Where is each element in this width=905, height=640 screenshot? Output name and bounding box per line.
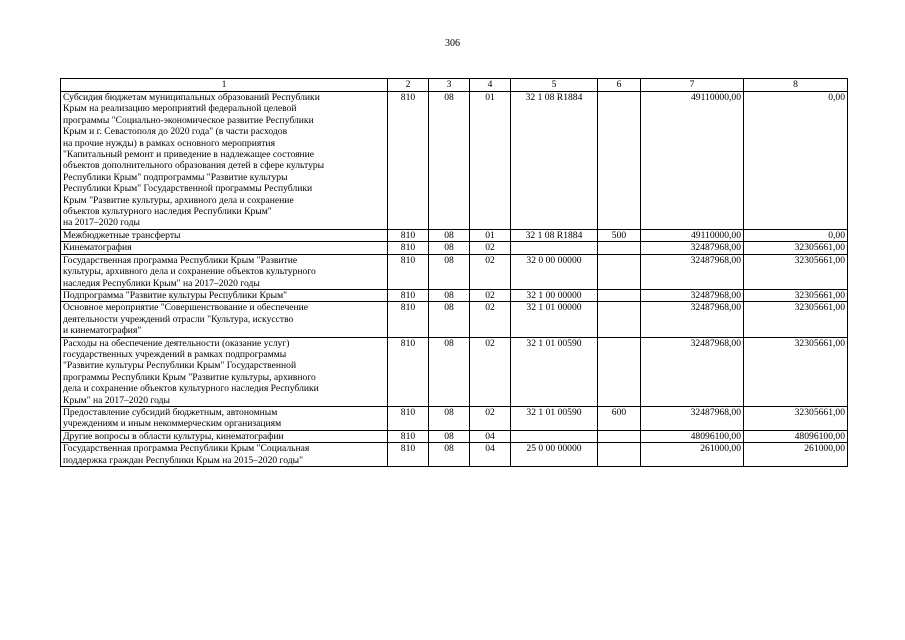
row-code-cell: 32 1 00 00000 — [511, 289, 598, 301]
row-code-cell — [598, 92, 641, 230]
header-row — [61, 79, 848, 92]
row-code-cell: 01 — [470, 92, 511, 230]
row-code-cell: 32 1 08 R1884 — [511, 92, 598, 230]
row-name-cell — [61, 92, 388, 230]
row-code-cell: 02 — [470, 242, 511, 254]
row-code-cell: 02 — [470, 302, 511, 337]
row-amount-cell: 32487968,00 — [641, 406, 744, 430]
row-code-cell — [598, 337, 641, 406]
row-amount-cell: 32305661,00 — [744, 302, 848, 337]
row-code-cell: 02 — [470, 337, 511, 406]
row-code-cell: 32 1 01 00000 — [511, 302, 598, 337]
row-code-cell: 08 — [429, 337, 470, 406]
row-name-cell — [61, 430, 388, 442]
row-name-text: Межбюджетные трансферты — [63, 229, 181, 241]
row-name-cell — [61, 289, 388, 301]
row-code-cell: 810 — [388, 92, 429, 230]
row-code-cell: 01 — [470, 229, 511, 241]
budget-table — [60, 78, 848, 467]
row-amount-cell: 32305661,00 — [744, 337, 848, 406]
row-name-text: Государственная программа Республики Крым "Социальная поддержка граждан Республики Крым на 2015–2020 годы" — [63, 443, 310, 466]
row-amount-cell: 48096100,00 — [641, 430, 744, 442]
row-amount-cell: 32305661,00 — [744, 406, 848, 430]
row-amount-cell: 49110000,00 — [641, 92, 744, 230]
row-name-text: Кинематография — [63, 242, 132, 254]
row-code-cell: 02 — [470, 254, 511, 289]
row-name-cell — [61, 443, 388, 467]
row-code-cell: 04 — [470, 443, 511, 467]
row-code-cell: 32 1 08 R1884 — [511, 229, 598, 241]
row-code-cell: 04 — [470, 430, 511, 442]
row-code-cell: 810 — [388, 406, 429, 430]
row-code-cell: 500 — [598, 229, 641, 241]
row-code-cell: 08 — [429, 229, 470, 241]
row-code-cell: 810 — [388, 229, 429, 241]
table-row — [61, 443, 848, 467]
table-row — [61, 92, 848, 230]
table-row — [61, 289, 848, 301]
row-name-cell — [61, 337, 388, 406]
page-number: 306 — [445, 38, 460, 49]
row-code-cell — [598, 302, 641, 337]
row-name-cell — [61, 242, 388, 254]
table-row — [61, 302, 848, 337]
row-code-cell: 810 — [388, 242, 429, 254]
row-name-cell — [61, 229, 388, 241]
row-name-text: Расходы на обеспечение деятельности (оказание услуг) государственных учреждений в рамках подпрограммы "Развитие культуры Республики Крым" Государственной программы Республики Крым "Развитие культуры, архивного дела и сохранение объектов культурного наследия Республики Крым" на 2017–2020 годы — [63, 337, 319, 406]
row-code-cell: 08 — [429, 289, 470, 301]
row-code-cell: 08 — [429, 443, 470, 467]
row-code-cell: 810 — [388, 254, 429, 289]
row-amount-cell: 32487968,00 — [641, 289, 744, 301]
row-name-text: Другие вопросы в области культуры, кинематографии — [63, 430, 284, 442]
table-row — [61, 406, 848, 430]
row-code-cell: 32 1 01 00590 — [511, 406, 598, 430]
row-amount-cell: 32305661,00 — [744, 289, 848, 301]
table-row — [61, 229, 848, 241]
row-code-cell — [511, 430, 598, 442]
row-name-text: Основное мероприятие "Совершенствование и обеспечение деятельности учреждений отрасли "Культура, искусство и кинематография" — [63, 302, 309, 337]
table-row — [61, 254, 848, 289]
row-amount-cell: 32305661,00 — [744, 242, 848, 254]
row-amount-cell: 32487968,00 — [641, 254, 744, 289]
row-code-cell — [598, 254, 641, 289]
row-code-cell: 810 — [388, 302, 429, 337]
column-header: 2 — [388, 79, 429, 92]
row-code-cell: 810 — [388, 289, 429, 301]
row-code-cell — [598, 242, 641, 254]
row-code-cell: 810 — [388, 443, 429, 467]
row-code-cell — [598, 443, 641, 467]
table-body — [61, 92, 848, 467]
row-code-cell — [511, 242, 598, 254]
row-code-cell: 32 1 01 00590 — [511, 337, 598, 406]
row-amount-cell: 32487968,00 — [641, 242, 744, 254]
row-name-cell — [61, 302, 388, 337]
row-amount-cell: 32487968,00 — [641, 337, 744, 406]
row-code-cell: 810 — [388, 430, 429, 442]
column-header: 8 — [744, 79, 848, 92]
row-code-cell: 08 — [429, 92, 470, 230]
column-header: 6 — [598, 79, 641, 92]
row-code-cell — [598, 289, 641, 301]
column-header: 5 — [511, 79, 598, 92]
column-header: 7 — [641, 79, 744, 92]
row-amount-cell: 32487968,00 — [641, 302, 744, 337]
row-code-cell: 02 — [470, 289, 511, 301]
row-amount-cell: 0,00 — [744, 92, 848, 230]
row-amount-cell: 49110000,00 — [641, 229, 744, 241]
column-header: 3 — [429, 79, 470, 92]
row-code-cell: 32 0 00 00000 — [511, 254, 598, 289]
row-code-cell: 08 — [429, 302, 470, 337]
row-name-cell — [61, 254, 388, 289]
table-row — [61, 242, 848, 254]
row-name-text: Государственная программа Республики Крым "Развитие культуры, архивного дела и сохранение объектов культурного наследия Республики Крым" на 2017–2020 годы — [63, 254, 316, 289]
row-amount-cell: 0,00 — [744, 229, 848, 241]
row-code-cell: 810 — [388, 337, 429, 406]
column-header: 4 — [470, 79, 511, 92]
row-code-cell: 08 — [429, 406, 470, 430]
row-name-text: Предоставление субсидий бюджетным, автономным учреждениям и иным некоммерческим организациям — [63, 406, 282, 430]
row-amount-cell: 48096100,00 — [744, 430, 848, 442]
table-row — [61, 430, 848, 442]
row-name-text: Подпрограмма "Развитие культуры Республики Крым" — [63, 289, 288, 301]
row-code-cell: 600 — [598, 406, 641, 430]
row-code-cell: 25 0 00 00000 — [511, 443, 598, 467]
row-amount-cell: 261000,00 — [641, 443, 744, 467]
row-code-cell: 02 — [470, 406, 511, 430]
row-code-cell — [598, 430, 641, 442]
row-amount-cell: 32305661,00 — [744, 254, 848, 289]
row-name-cell — [61, 406, 388, 430]
row-code-cell: 08 — [429, 254, 470, 289]
row-amount-cell: 261000,00 — [744, 443, 848, 467]
row-name-text: Субсидия бюджетам муниципальных образований Республики Крым на реализацию мероприятий федеральной целевой программы "Социально-экономическое развитие Республики Крым и г. Севастополя до 2020 года" (в части расходов на прочие нужды) в рамках основного мероприятия "Капитальный ремонт и приведение в надлежащее состояние объектов дополнительного образования детей в сфере культуры Республики Крым" подпрограммы "Развитие культуры Республики Крым" Государственной программы Республики Крым "Развитие культуры, архивного дела и сохранение объектов культурного наследия Республики Крым" на 2017–2020 годы — [63, 92, 325, 229]
row-code-cell: 08 — [429, 242, 470, 254]
table-row — [61, 337, 848, 406]
row-code-cell: 08 — [429, 430, 470, 442]
column-header: 1 — [61, 79, 388, 92]
